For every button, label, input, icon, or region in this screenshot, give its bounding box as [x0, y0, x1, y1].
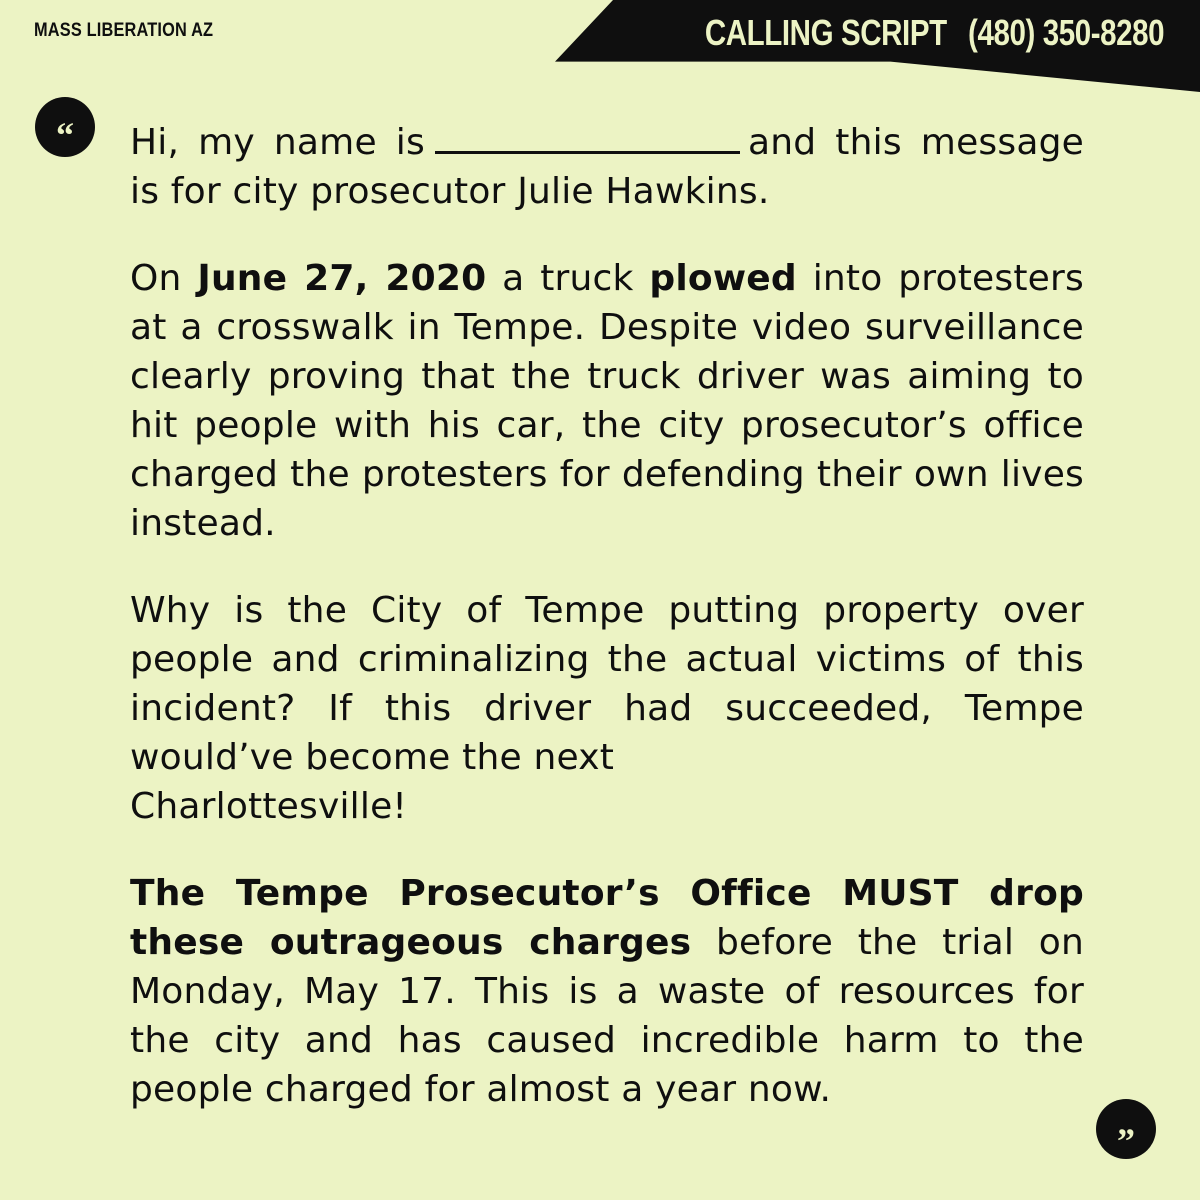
- name-blank-line: [435, 118, 740, 154]
- banner-text: [705, 12, 1164, 54]
- incident-date: June 27, 2020: [197, 258, 487, 299]
- open-quote-glyph: “: [56, 115, 74, 155]
- question-text: Why is the City of Tempe putting property over people and criminalizing the actual victims of this incident? If this driver had succeeded, Tempe would’ve become the next: [130, 590, 1084, 778]
- banner-phone-number: (480) 350-8280: [967, 12, 1164, 53]
- close-quote-glyph: ”: [1117, 1121, 1135, 1161]
- organization-name: MASS LIBERATION AZ: [34, 20, 214, 41]
- demand-text: before the trial on Monday, May 17. This is a waste of resources for the city and has caused incredible harm to the people charged for almost a year now.: [130, 922, 1084, 1110]
- incident-text-1: On: [130, 258, 198, 299]
- script-paragraph-question: [130, 586, 1084, 831]
- incident-text-3: into protesters at a crosswalk in Tempe. Despite video surveillance clearly proving that the truck driver was aiming to hit people with his car, the city prosecutor’s office charged the protesters for defending their own lives instead.: [130, 258, 1084, 544]
- script-paragraph-intro: [130, 118, 1084, 216]
- demand-emphasis: The Tempe Prosecutor’s Office MUST drop these outrageous charges: [130, 873, 1084, 963]
- banner-label: CALLING SCRIPT: [704, 12, 947, 53]
- close-quote-icon: [1096, 1099, 1156, 1159]
- calling-script-body: [130, 118, 1084, 1152]
- script-paragraph-demand: [130, 869, 1084, 1114]
- question-last-line: Charlottesville!: [130, 786, 408, 827]
- open-quote-icon: [35, 97, 95, 157]
- incident-text-2: a truck: [486, 258, 650, 299]
- intro-before-blank: Hi, my name is: [130, 122, 425, 163]
- incident-emphasis: plowed: [649, 258, 797, 299]
- intro-after-blank: and this message is for city prosecutor Julie Hawkins.: [130, 122, 1084, 212]
- script-paragraph-incident: [130, 254, 1084, 548]
